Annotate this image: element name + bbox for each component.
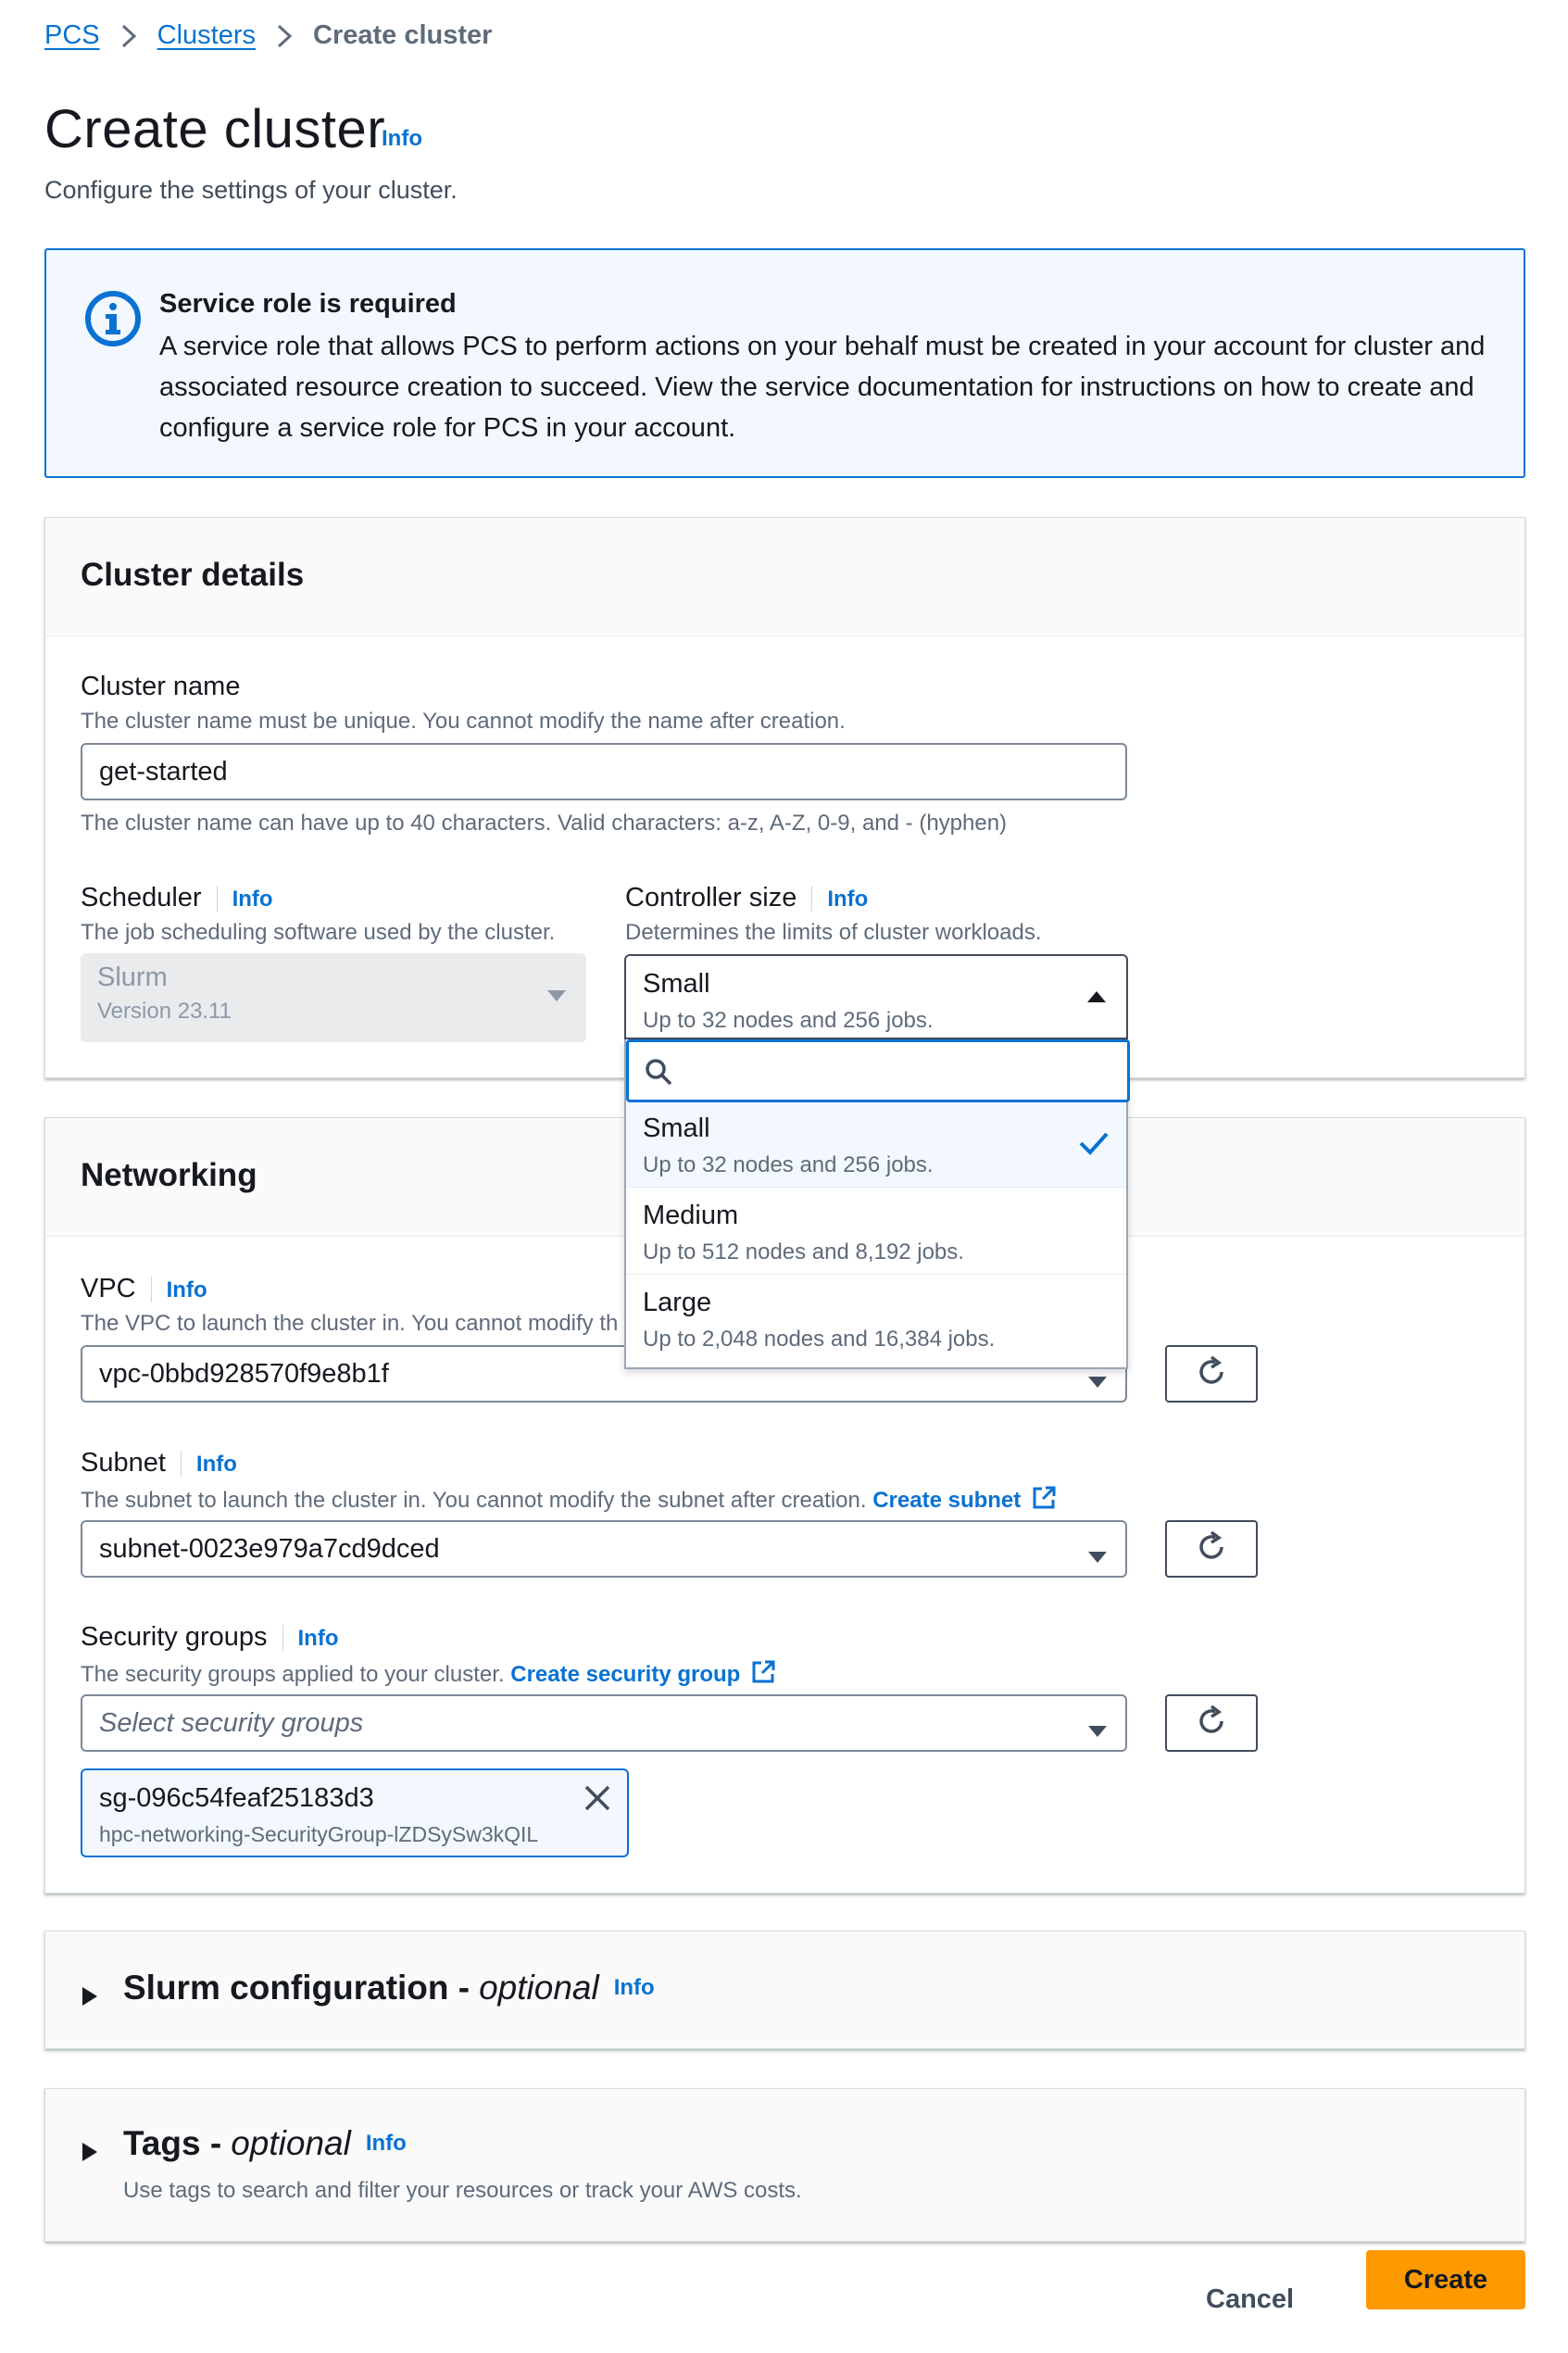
caret-up-icon xyxy=(1085,989,1108,1004)
controller-size-description: Determines the limits of cluster workloads. xyxy=(625,920,1042,945)
option-label: Medium xyxy=(643,1201,739,1230)
slurm-configuration-toggle[interactable] xyxy=(81,1969,655,2007)
security-groups-description xyxy=(81,1659,776,1692)
security-groups-label-text: Security groups xyxy=(81,1622,268,1652)
label-divider xyxy=(811,886,812,912)
create-button[interactable]: Create xyxy=(1366,2250,1525,2309)
cluster-details-header xyxy=(45,518,1524,636)
networking-title: Networking xyxy=(81,1157,257,1193)
breadcrumb-clusters[interactable]: Clusters xyxy=(157,20,256,50)
security-groups-info-link[interactable]: Info xyxy=(297,1626,339,1651)
chevron-right-icon xyxy=(276,24,293,48)
refresh-icon xyxy=(1193,1353,1230,1395)
security-groups-refresh-button[interactable] xyxy=(1165,1694,1258,1752)
option-description: Up to 2,048 nodes and 16,384 jobs. xyxy=(643,1327,996,1352)
slurm-configuration-container xyxy=(44,1931,1525,2049)
controller-size-dropdown xyxy=(624,1039,1128,1369)
security-group-token-name: hpc-networking-SecurityGroup-lZDSySw3kQIL xyxy=(99,1822,539,1846)
security-group-token xyxy=(81,1768,629,1857)
security-groups-select[interactable] xyxy=(81,1694,1127,1752)
scheduler-label xyxy=(81,883,273,913)
caret-down-icon xyxy=(1086,1716,1109,1730)
cluster-name-input[interactable]: get-started xyxy=(81,743,1127,800)
scheduler-info-link[interactable]: Info xyxy=(232,887,273,912)
controller-size-search-input[interactable] xyxy=(626,1039,1130,1102)
option-label: Large xyxy=(643,1288,712,1317)
security-groups-placeholder: Select security groups xyxy=(99,1707,364,1738)
cluster-name-description: The cluster name must be unique. You cannot modify the name after creation. xyxy=(81,709,846,734)
tags-container xyxy=(44,2088,1525,2242)
label-divider xyxy=(217,886,218,912)
cluster-name-label: Cluster name xyxy=(81,672,241,701)
controller-size-label-text: Controller size xyxy=(625,883,797,912)
option-label: Small xyxy=(643,1114,710,1143)
refresh-icon xyxy=(1193,1703,1230,1744)
slurm-configuration-info-link[interactable]: Info xyxy=(613,1975,655,2000)
subnet-info-link[interactable]: Info xyxy=(195,1452,237,1477)
search-icon xyxy=(644,1057,673,1087)
scheduler-label-text: Scheduler xyxy=(81,883,202,912)
subnet-description xyxy=(81,1485,1057,1517)
security-group-token-id: sg-096c54feaf25183d3 xyxy=(99,1783,374,1813)
subnet-description-text: The subnet to launch the cluster in. You cannot modify the subnet after creation. xyxy=(81,1488,867,1513)
controller-size-info-link[interactable]: Info xyxy=(827,887,869,912)
security-groups-label xyxy=(81,1622,338,1653)
create-subnet-link[interactable]: Create subnet xyxy=(872,1488,1022,1513)
option-description: Up to 32 nodes and 256 jobs. xyxy=(643,1152,934,1177)
subnet-select[interactable] xyxy=(81,1520,1127,1578)
create-security-group-link[interactable]: Create security group xyxy=(510,1662,741,1687)
vpc-info-link[interactable]: Info xyxy=(166,1277,207,1302)
cluster-name-hint: The cluster name can have up to 40 characters. Valid characters: a-z, A-Z, 0-9, and - (hyphen) xyxy=(81,811,1008,836)
subnet-value: subnet-0023e979a7cd9dced xyxy=(99,1533,440,1564)
external-link-icon xyxy=(1031,1485,1057,1517)
page-title: Create cluster xyxy=(44,99,386,159)
vpc-value: vpc-0bbd928570f9e8b1f xyxy=(99,1358,389,1389)
controller-size-value-description: Up to 32 nodes and 256 jobs. xyxy=(643,1008,934,1033)
label-divider xyxy=(181,1451,182,1477)
check-icon xyxy=(1078,1130,1110,1156)
cancel-button[interactable]: Cancel xyxy=(1206,2284,1295,2314)
tags-info-link[interactable]: Info xyxy=(365,2131,407,2156)
info-circle-icon xyxy=(83,289,143,348)
tags-title: Tags - xyxy=(123,2124,222,2162)
tags-optional: optional xyxy=(231,2124,351,2162)
subnet-refresh-button[interactable] xyxy=(1165,1520,1258,1578)
chevron-right-icon xyxy=(120,24,137,48)
subnet-label xyxy=(81,1448,237,1478)
option-description: Up to 512 nodes and 8,192 jobs. xyxy=(643,1239,964,1265)
caret-down-icon xyxy=(1086,1541,1109,1556)
controller-size-option-medium[interactable] xyxy=(626,1189,1126,1275)
slurm-configuration-optional: optional xyxy=(479,1969,599,2007)
cluster-details-title: Cluster details xyxy=(81,557,305,593)
title-info-link[interactable]: Info xyxy=(382,126,422,151)
vpc-description: The VPC to launch the cluster in. You cannot modify th xyxy=(81,1311,619,1336)
scheduler-select xyxy=(81,953,586,1042)
alert-body: A service role that allows PCS to perform actions on your behalf must be created in your account for cluster and associated resource creation to succeed. View the service documentation for instructions on how to create and configure a service role for PCS in your account. xyxy=(159,332,1486,443)
tags-description: Use tags to search and filter your resources or track your AWS costs. xyxy=(123,2178,802,2203)
subnet-label-text: Subnet xyxy=(81,1448,166,1478)
refresh-icon xyxy=(1193,1529,1230,1570)
close-icon[interactable] xyxy=(583,1783,612,1813)
scheduler-description: The job scheduling software used by the cluster. xyxy=(81,920,556,945)
security-groups-description-text: The security groups applied to your cluster. xyxy=(81,1662,505,1687)
breadcrumb-pcs[interactable]: PCS xyxy=(44,20,100,50)
label-divider xyxy=(151,1277,152,1302)
scheduler-value: Slurm xyxy=(97,963,168,992)
breadcrumb-current: Create cluster xyxy=(313,20,493,50)
external-link-icon xyxy=(750,1659,776,1692)
caret-right-icon xyxy=(81,2133,99,2155)
controller-size-option-small[interactable] xyxy=(626,1102,1126,1188)
scheduler-version: Version 23.11 xyxy=(97,999,232,1024)
label-divider xyxy=(282,1625,283,1651)
tags-toggle[interactable] xyxy=(81,2124,407,2163)
controller-size-value: Small xyxy=(643,969,710,999)
caret-right-icon xyxy=(81,1977,99,1999)
caret-down-icon xyxy=(546,988,568,1008)
vpc-label xyxy=(81,1274,207,1304)
slurm-configuration-title: Slurm configuration - xyxy=(123,1969,470,2007)
service-role-alert xyxy=(44,248,1525,478)
controller-size-select[interactable] xyxy=(624,954,1128,1039)
vpc-label-text: VPC xyxy=(81,1274,136,1303)
page-description: Configure the settings of your cluster. xyxy=(44,176,458,204)
controller-size-option-large[interactable] xyxy=(626,1277,1126,1362)
vpc-refresh-button[interactable] xyxy=(1165,1345,1258,1403)
controller-size-label xyxy=(625,883,868,913)
breadcrumb xyxy=(44,20,492,51)
alert-title: Service role is required xyxy=(159,289,457,319)
